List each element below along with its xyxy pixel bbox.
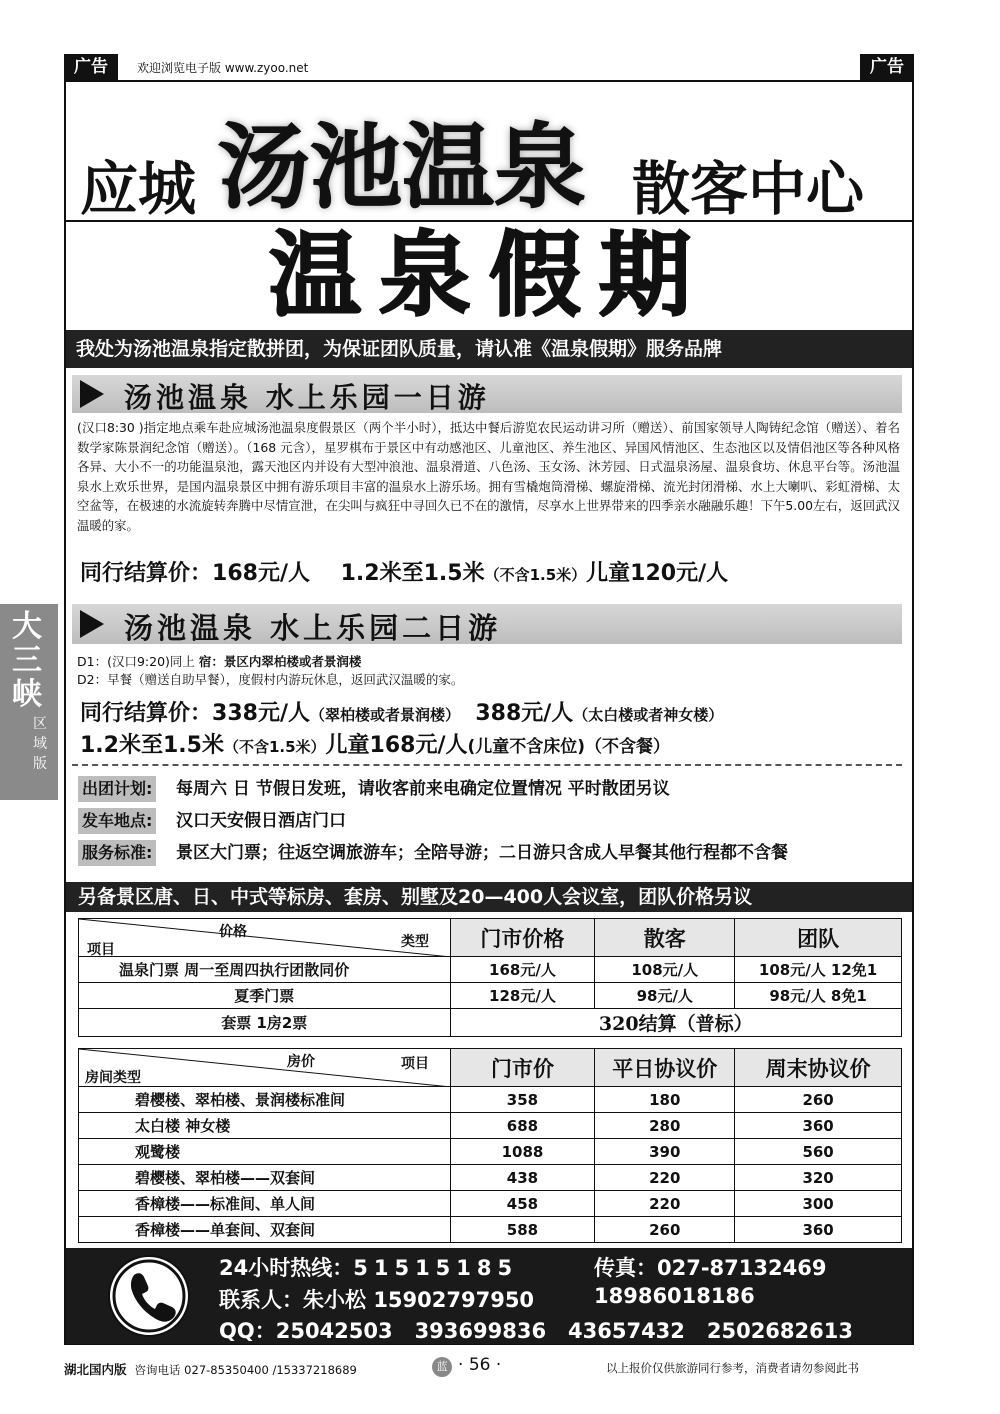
room-weekday: 220 <box>595 1165 735 1191</box>
tour2-price-b: 388元/人 <box>475 701 574 726</box>
header-individual: 散客 <box>595 919 735 957</box>
room-name: 碧樱楼、翠柏楼——双套间 <box>79 1165 451 1191</box>
qq-2: 393699836 <box>414 1319 547 1343</box>
room-name: 香樟楼——单套间、双套间 <box>79 1217 451 1243</box>
room-weekend: 320 <box>735 1165 902 1191</box>
ticket-individual: 98元/人 <box>595 983 735 1009</box>
header-retail: 门市价 <box>450 1049 595 1087</box>
hotline-label: 24小时热线： <box>219 1256 354 1280</box>
room-weekday: 280 <box>595 1113 735 1139</box>
room-weekend: 360 <box>735 1113 902 1139</box>
tour2-d1-stay: 宿：景区内翠柏楼或者景润楼 <box>198 654 362 669</box>
tour1-description: (汉口8:30 )指定地点乘车赴应城汤池温泉度假景区（两个半小时），抵达中餐后游览农民运动讲习所（赠送）、前国家领导人陶铸纪念馆（赠送）、着名数学家陈景润纪念馆（赠送）。（168 元含），星罗棋布于景区中有动感池区、儿童池区、养生池区、异国风情池区、生态池区以及情侣池区等各种风格各异、大小不一的功能温泉池，露天池区内并设有大型冲浪池、温泉滑道、八色汤、玉女汤、沐芳园、日式温泉汤屋、温泉食坊、休息平台等。汤池温泉水上欢乐世界，是国内温泉景区中拥有游乐项目丰富的温泉水上游乐场。拥有雪橇炮筒滑梯、螺旋滑梯、流光封闭滑梯、水上大喇叭、彩虹滑梯、太空盆等，在极速的水流旋转奔腾中尽情宣泄，在尖叫与疯狂中寻回久已不在的激情，尽享水上世界带来的四季亲水融融乐趣！下午5.00左右，返回武汉温暖的家。 <box>77 420 900 533</box>
table-row <box>79 957 902 983</box>
title-part1: 应城 <box>80 155 197 223</box>
qq-1: 25042503 <box>275 1319 393 1343</box>
tour1-price-line <box>80 556 728 587</box>
table-row <box>79 1087 902 1113</box>
info-label-departure: 发车地点: <box>78 808 156 834</box>
room-weekday: 390 <box>595 1139 735 1165</box>
welcome-text: 欢迎浏览电子版 www.zyoo.net <box>137 61 309 75</box>
footer-page: · 56 · <box>458 1355 502 1375</box>
page-number: 56 <box>468 1355 491 1375</box>
ticket-group: 98元/人 8免1 <box>735 983 902 1009</box>
corner-type: 类型 <box>401 934 429 950</box>
slogan-band: 我处为汤池温泉指定散拼团，为保证团队质量，请认准《温泉假期》服务品牌 <box>66 330 912 368</box>
brand-title: 温泉假期 <box>268 221 709 329</box>
package-price: 320结算（普标） <box>450 1009 901 1037</box>
room-corner-cell <box>79 1049 451 1087</box>
table-row <box>79 1217 902 1243</box>
room-table <box>78 1048 902 1243</box>
qq-3: 43657432 <box>568 1319 685 1343</box>
room-name: 观鹭楼 <box>79 1139 451 1165</box>
hotline-number: 51515185 <box>353 1256 519 1280</box>
title-part2: 汤池温泉 <box>218 113 587 221</box>
fax-label: 传真： <box>594 1256 657 1280</box>
room-weekday: 220 <box>595 1191 735 1217</box>
ticket-individual: 108元/人 <box>595 957 735 983</box>
footer-left <box>64 1360 357 1378</box>
tour2-child-extra: (儿童不含床位)（不含餐） <box>467 737 671 757</box>
tour2-day2: D2：早餐（赠送自助早餐），度假村内游玩休息，返回武汉温暖的家。 <box>77 672 464 687</box>
header-group: 团队 <box>735 919 902 957</box>
tour2-note-b: （太白楼或者神女楼） <box>573 706 724 724</box>
ticket-group: 108元/人 12免1 <box>735 957 902 983</box>
ticket-retail: 168元/人 <box>450 957 595 983</box>
mobile1: 15902797950 <box>373 1288 535 1312</box>
table-row <box>79 1009 902 1037</box>
ticket-retail: 128元/人 <box>450 983 595 1009</box>
room-retail: 1088 <box>450 1139 595 1165</box>
room-name: 碧樱楼、翠柏楼、景润楼标准间 <box>79 1087 451 1113</box>
room-retail: 358 <box>450 1087 595 1113</box>
room-weekend: 300 <box>735 1191 902 1217</box>
room-weekend: 560 <box>735 1139 902 1165</box>
hotline-row <box>219 1252 518 1282</box>
tour2-d1-text: D1：(汉口9:20)同上 <box>77 654 199 669</box>
tour2-price-a: 338元/人 <box>212 701 310 726</box>
tour2-child-range: 1.2米至1.5米 <box>80 733 224 758</box>
tour1-child-range: 1.2米至1.5米 <box>340 561 485 586</box>
room-retail: 588 <box>450 1217 595 1243</box>
tour2-child-note: （不含1.5米） <box>223 738 326 756</box>
tour1-child-note: （不含1.5米） <box>484 566 587 584</box>
person-label: 联系人： <box>219 1288 303 1312</box>
qq-row <box>219 1315 853 1345</box>
ad-label-left: 广告 <box>64 54 118 80</box>
corner-type: 房间类型 <box>85 1070 141 1086</box>
tour2-price-child: 儿童168元/人 <box>325 733 468 758</box>
room-weekend: 260 <box>735 1087 902 1113</box>
room-retail: 438 <box>450 1165 595 1191</box>
corner-item: 项目 <box>401 1056 429 1072</box>
info-text-schedule: 每周六 日 节假日发班，请收客前来电确定位置情况 平时散团另议 <box>176 779 670 799</box>
table-row <box>79 1139 902 1165</box>
ticket-item: 温泉门票 周一至周四执行团散同价 <box>79 957 451 983</box>
fax-number: 027-87132469 <box>657 1256 827 1280</box>
extra-rooms-band: 另备景区唐、日、中式等标房、套房、别墅及20—400人会议室，团队价格另议 <box>66 882 912 912</box>
tour1-price-child: 儿童120元/人 <box>586 561 729 586</box>
side-tab-small: 区域版 <box>33 716 47 772</box>
ticket-corner-cell <box>79 919 451 957</box>
info-label-service: 服务标准: <box>78 840 156 866</box>
ticket-table <box>78 918 902 1037</box>
table-row <box>79 1113 902 1139</box>
header-weekend: 周末协议价 <box>735 1049 902 1087</box>
tour2-price-line2 <box>80 728 670 759</box>
tour2-note-a: （翠柏楼或者景润楼） <box>309 706 460 724</box>
package-item: 套票 1房2票 <box>79 1009 451 1037</box>
room-retail: 688 <box>450 1113 595 1139</box>
table-row <box>79 1165 902 1191</box>
contact-person-row <box>219 1284 534 1314</box>
ticket-table-header <box>79 919 902 957</box>
room-retail: 458 <box>450 1191 595 1217</box>
room-weekday: 180 <box>595 1087 735 1113</box>
corner-diagonal <box>79 919 451 957</box>
room-table-header <box>79 1049 902 1087</box>
footer-badge: 蓝 <box>432 1357 452 1377</box>
tour1-price-adult: 168元/人 <box>212 561 310 586</box>
tour2-day1 <box>77 652 361 671</box>
side-tab <box>0 604 58 800</box>
info-label-schedule: 出团计划: <box>78 776 156 802</box>
play-arrow-icon <box>80 380 104 408</box>
room-weekend: 360 <box>735 1217 902 1243</box>
contact-block <box>66 1248 912 1344</box>
person-name: 朱小松 <box>303 1288 366 1312</box>
corner-price: 价格 <box>219 924 247 940</box>
tour2-price-line1 <box>80 696 723 727</box>
tour1-price-label: 同行结算价： <box>80 561 213 586</box>
header-retail: 门市价格 <box>450 919 595 957</box>
tour2-title: 汤池温泉 水上乐园二日游 <box>124 611 502 645</box>
divider <box>72 764 902 766</box>
room-name: 香樟楼——标准间、单人间 <box>79 1191 451 1217</box>
room-weekday: 260 <box>595 1217 735 1243</box>
footer-disclaimer: 以上报价仅供旅游同行参考，消费者请勿参阅此书 <box>606 1361 859 1375</box>
ticket-item: 夏季门票 <box>79 983 451 1009</box>
phone-icon <box>106 1253 192 1339</box>
play-arrow-icon <box>80 610 104 638</box>
room-name: 太白楼 神女楼 <box>79 1113 451 1139</box>
corner-price: 房价 <box>287 1054 315 1070</box>
footer-phone: 咨询电话 027-85350400 /15337218689 <box>134 1363 357 1377</box>
footer-edition: 湖北国内版 <box>64 1362 127 1377</box>
table-row <box>79 1191 902 1217</box>
fax-row <box>594 1252 826 1282</box>
tour1-title: 汤池温泉 水上乐园一日游 <box>124 381 490 414</box>
corner-item: 项目 <box>87 942 115 958</box>
info-text-departure: 汉口天安假日酒店门口 <box>176 811 346 831</box>
side-tab-big: 大三峡 <box>12 609 42 712</box>
qq-4: 2502682613 <box>706 1319 853 1343</box>
mobile2: 18986018186 <box>594 1284 755 1308</box>
header-weekday: 平日协议价 <box>595 1049 735 1087</box>
tour2-price-label: 同行结算价： <box>80 701 213 726</box>
ad-label-right: 广告 <box>860 54 914 80</box>
title-part3: 散客中心 <box>632 155 865 223</box>
info-text-service: 景区大门票；往返空调旅游车；全陪导游；二日游只含成人早餐其他行程都不含餐 <box>176 843 788 863</box>
table-row <box>79 983 902 1009</box>
qq-label: QQ： <box>219 1319 276 1343</box>
